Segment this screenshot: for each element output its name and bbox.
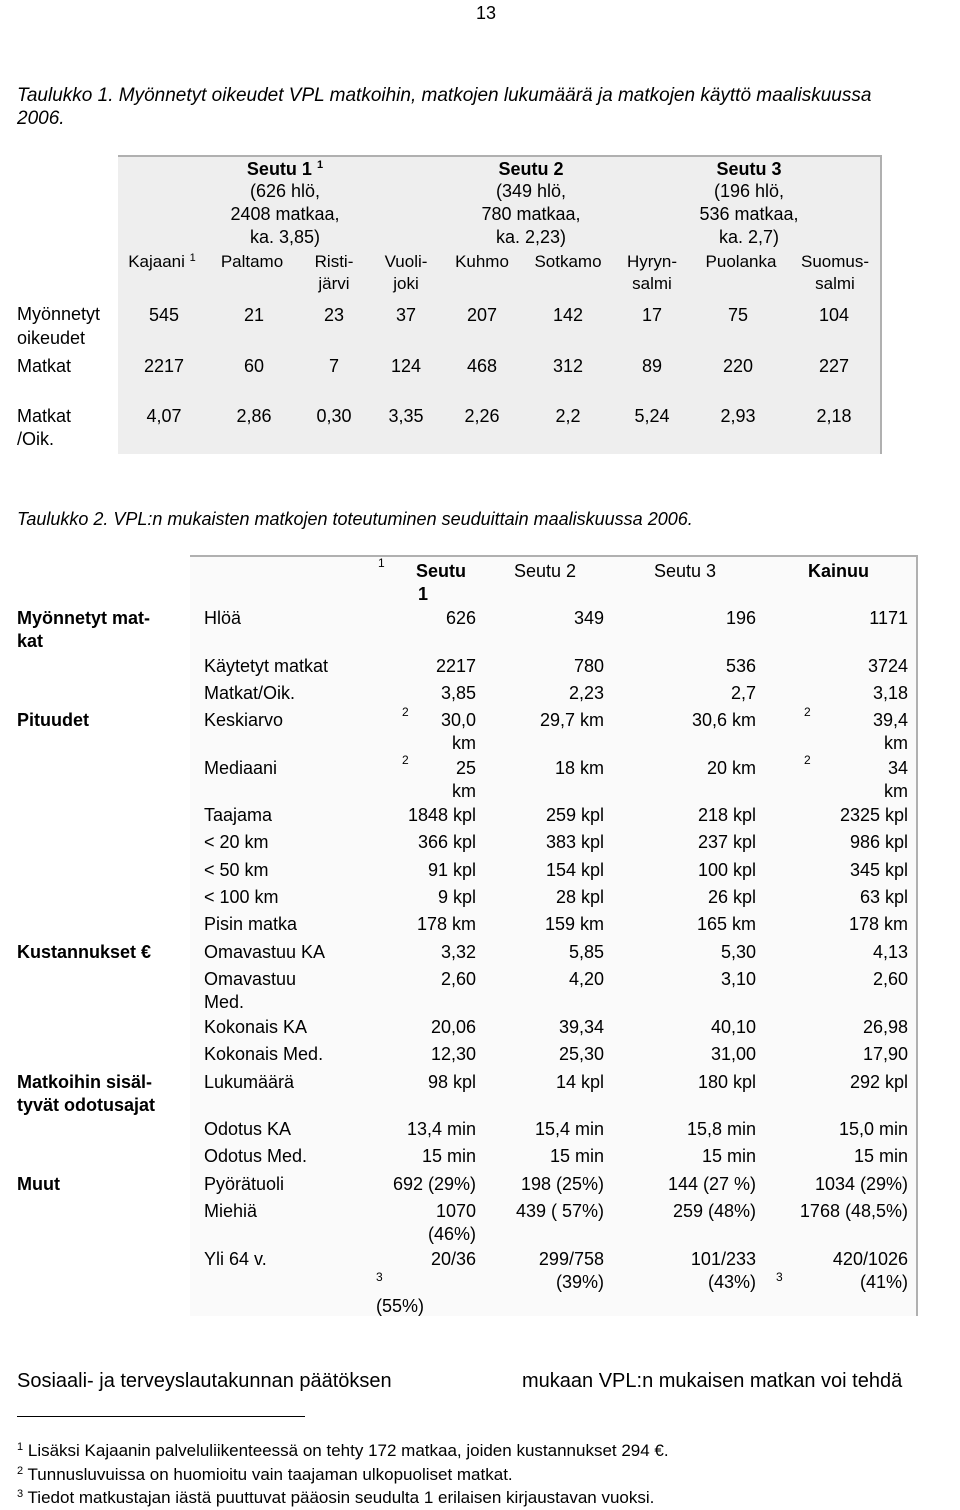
t2-kokmed-s3: 31,00 [710, 1044, 756, 1064]
t2-section-muut: Muut [17, 1174, 60, 1194]
t1-row-myonnetyt-l2: oikeudet [17, 328, 86, 348]
t1-r1-c6: 142 [552, 305, 584, 325]
body-text-left: Sosiaali- ja terveyslautakunnan päätöksen [17, 1370, 392, 1392]
t2-miehia-s3: 259 (48%) [672, 1201, 756, 1221]
t2-hloa-k: 1171 [869, 608, 908, 628]
table2-top-rule [190, 555, 918, 557]
muni-suomussalmi-l1: Suomus- [800, 252, 870, 271]
region-seutu2-l1: (349 hlö, [495, 181, 567, 201]
t2-miehia-s2: 439 ( 57%) [515, 1201, 604, 1221]
region-seutu1-l3: ka. 3,85) [249, 227, 321, 247]
footnote-1: $^1$ Lisäksi Kajaanin palveluliikenteessä on tehty 172 matkaa, joiden kustannukset 294 €. [17, 1441, 669, 1460]
t1-r2-c1: 2217 [143, 356, 185, 376]
footnote-2: $^2$ Tunnusluvuissa on huomioitu vain taajaman ulkopuoliset matkat. [17, 1465, 513, 1484]
t2-keskiarvo-ka: 39,4 [872, 710, 908, 730]
table1-caption-line1: Taulukko 1. Myönnetyt oikeudet VPL matkoihin, matkojen lukumäärä ja matkojen käyttö maaliskuussa [17, 85, 872, 106]
t2-label-taajama: Taajama [204, 805, 273, 825]
t2-pyora-s2: 198 (25%) [520, 1174, 604, 1194]
muni-puolanka: Puolanka [705, 252, 777, 271]
t2-label-omaka: Omavastuu KA [204, 942, 326, 962]
t2-head-kainuu: Kainuu [808, 561, 869, 581]
t2-hloa-s2: 349 [573, 608, 604, 628]
t2-yli64-s3b: (43%) [707, 1272, 756, 1292]
t2-omaka-s3: 5,30 [720, 942, 756, 962]
t2-head-seutu3: Seutu 3 [654, 561, 717, 581]
t2-lt20-s1: 366 kpl [417, 832, 476, 852]
t2-yli64-s1b: (55%) [376, 1296, 425, 1316]
table1-top-rule [118, 155, 882, 157]
t2-odka-s2: 15,4 min [534, 1119, 604, 1139]
t1-r3-c4: 3,35 [388, 406, 424, 426]
t2-odmed-s1: 15 min [421, 1146, 476, 1166]
t1-r1-c1: 545 [148, 305, 180, 325]
t2-ommed-s2: 4,20 [568, 969, 604, 989]
region-seutu3-l1: (196 hlö, [713, 181, 785, 201]
t2-miehia-s1a: 1070 [435, 1201, 476, 1221]
region-seutu2-title: Seutu 2 [498, 159, 564, 179]
muni-vuolijoki-l2: joki [393, 274, 419, 293]
t2-yli64-s3a: 101/233 [690, 1249, 756, 1269]
muni-kuhmo: Kuhmo [455, 252, 509, 271]
t1-r3-c2: 2,86 [236, 406, 272, 426]
t2-lt20-s3: 237 kpl [697, 832, 756, 852]
t2-odmed-k: 15 min [853, 1146, 908, 1166]
t2-hloa-s1: 626 [445, 608, 476, 628]
t2-ommed-s3: 3,10 [720, 969, 756, 989]
muni-vuolijoki-l1: Vuoli- [384, 252, 428, 271]
t2-mediaani-s1a: 25 [455, 758, 476, 778]
t2-lt50-s3: 100 kpl [697, 860, 756, 880]
t2-pisin-s2: 159 km [544, 914, 604, 934]
t2-kokka-s3: 40,10 [710, 1017, 756, 1037]
t2-yli64-s2b: (39%) [555, 1272, 604, 1292]
region-seutu3-l2: 536 matkaa, [699, 204, 799, 224]
t2-head-seutu2: Seutu 2 [514, 561, 577, 581]
t2-pisin-s1: 178 km [416, 914, 476, 934]
t2-lt100-s3: 26 kpl [707, 887, 756, 907]
t2-odka-s3: 15,8 min [686, 1119, 756, 1139]
t2-lt50-s1: 91 kpl [427, 860, 476, 880]
t2-section-myonnetyt-l2: kat [17, 631, 44, 651]
t2-taajama-s3: 218 kpl [697, 805, 756, 825]
t2-section-pituudet: Pituudet [17, 710, 89, 730]
t2-section-myonnetyt-l1: Myönnetyt mat- [17, 608, 151, 628]
table2-caption: Taulukko 2. VPL:n mukaisten matkojen toteutuminen seuduittain maaliskuussa 2006. [17, 509, 693, 529]
t1-r1-c8: 75 [727, 305, 749, 325]
t1-r1-c9: 104 [818, 305, 850, 325]
t2-kaytetyt-s3: 536 [725, 656, 756, 676]
t2-pyora-s1: 692 (29%) [392, 1174, 476, 1194]
t1-r2-c3: 7 [328, 356, 339, 376]
t1-r3-c9: 2,18 [816, 406, 852, 426]
t2-mediaani-s3: 20 km [706, 758, 756, 778]
t2-keskiarvo-sup1: 2 [402, 705, 409, 719]
t2-keskiarvo-sup2: 2 [804, 705, 811, 719]
t2-kokmed-k: 17,90 [862, 1044, 908, 1064]
t2-lt100-s2: 28 kpl [555, 887, 604, 907]
t2-kaytetyt-k: 3724 [867, 656, 908, 676]
t2-mediaani-s1b: km [452, 781, 476, 801]
t2-lukum-s1: 98 kpl [427, 1072, 476, 1092]
t2-ommed-k: 2,60 [872, 969, 908, 989]
t2-miehia-s1b: (46%) [427, 1224, 476, 1244]
muni-suomussalmi-l2: salmi [815, 274, 855, 293]
t1-row-matkat: Matkat [17, 356, 72, 376]
t1-r3-c8: 2,93 [720, 406, 756, 426]
t2-hloa-s3: 196 [725, 608, 756, 628]
t2-omaka-s2: 5,85 [568, 942, 604, 962]
t2-pyora-s3: 144 (27 %) [667, 1174, 756, 1194]
t2-label-yli64: Yli 64 v. [204, 1249, 267, 1269]
t2-odka-k: 15,0 min [838, 1119, 908, 1139]
t2-lt50-k: 345 kpl [849, 860, 908, 880]
t1-r2-c5: 468 [466, 356, 498, 376]
region-seutu2-l3: ka. 2,23) [495, 227, 567, 247]
table1-right-rule [880, 155, 882, 454]
t2-kokka-k: 26,98 [862, 1017, 908, 1037]
t2-mediaani-sup2: 2 [804, 753, 811, 767]
t2-lt100-k: 63 kpl [859, 887, 908, 907]
t2-label-pyora: Pyörätuoli [204, 1174, 285, 1194]
t1-r3-c6: 2,2 [555, 406, 581, 426]
t2-lt100-s1: 9 kpl [437, 887, 476, 907]
t2-label-keskiarvo: Keskiarvo [204, 710, 284, 730]
t2-lt50-s2: 154 kpl [545, 860, 604, 880]
t2-label-odmed: Odotus Med. [204, 1146, 308, 1166]
t2-pisin-k: 178 km [848, 914, 908, 934]
t2-yli64-sup1: 3 [376, 1270, 383, 1284]
t2-ommed-s1: 2,60 [440, 969, 476, 989]
t1-r1-c7: 17 [641, 305, 663, 325]
t2-yli64-ka: 420/1026 [832, 1249, 908, 1269]
t2-section-odotus-l1: Matkoihin sisäl- [17, 1072, 153, 1092]
t2-yli64-s2a: 299/758 [538, 1249, 604, 1269]
body-text-right: mukaan VPL:n mukaisen matkan voi tehdä [522, 1370, 903, 1392]
t1-r2-c4: 124 [390, 356, 422, 376]
page-number: 13 [476, 3, 497, 23]
t2-taajama-s1: 1848 kpl [407, 805, 476, 825]
t2-matkatoik-s3: 2,7 [730, 683, 756, 703]
t2-odka-s1: 13,4 min [406, 1119, 476, 1139]
t1-r2-c8: 220 [722, 356, 754, 376]
muni-ristijarvi-l1: Risti- [314, 252, 354, 271]
region-seutu1-l2: 2408 matkaa, [230, 204, 340, 224]
muni-ristijarvi-l2: järvi [318, 274, 350, 293]
t2-label-kaytetyt: Käytetyt matkat [204, 656, 329, 676]
t2-label-kokka: Kokonais KA [204, 1017, 308, 1037]
t2-label-hloa: Hlöä [204, 608, 242, 628]
t2-yli64-s1a: 20/36 [430, 1249, 476, 1269]
t2-label-lukum: Lukumäärä [204, 1072, 295, 1092]
t1-r2-c2: 60 [243, 356, 265, 376]
t2-label-pisin: Pisin matka [204, 914, 298, 934]
t1-r2-c9: 227 [818, 356, 850, 376]
footnote-separator [17, 1416, 305, 1417]
t2-seutu1-sup: 1 [378, 556, 385, 570]
t2-kaytetyt-s2: 780 [573, 656, 604, 676]
t1-row-matkatoik-l2: /Oik. [17, 429, 55, 449]
t1-r2-c6: 312 [552, 356, 584, 376]
t2-label-miehia: Miehiä [204, 1201, 258, 1221]
t2-omaka-s1: 3,32 [440, 942, 476, 962]
t2-label-ommed-l2: Med. [204, 992, 245, 1012]
t2-kokmed-s2: 25,30 [558, 1044, 604, 1064]
t2-label-lt50: < 50 km [204, 860, 269, 880]
t2-odmed-s2: 15 min [549, 1146, 604, 1166]
footnote-3: $^3$ Tiedot matkustajan iästä puuttuvat pääosin seudulta 1 erilaisen kirjaustavan vuoksi. [17, 1488, 655, 1507]
region-seutu1-title: Seutu 1 $^1$ [246, 159, 324, 179]
t2-taajama-s2: 259 kpl [545, 805, 604, 825]
region-seutu2-l2: 780 matkaa, [481, 204, 581, 224]
t2-taajama-k: 2325 kpl [839, 805, 908, 825]
t1-r2-c7: 89 [641, 356, 663, 376]
t1-r3-c7: 5,24 [634, 406, 670, 426]
t1-r1-c3: 23 [323, 305, 345, 325]
t1-r1-c4: 37 [395, 305, 417, 325]
t1-r3-c1: 4,07 [146, 406, 182, 426]
t2-label-lt20: < 20 km [204, 832, 269, 852]
t2-lt20-s2: 383 kpl [545, 832, 604, 852]
t2-head-seutu1-b: 1 [418, 584, 429, 604]
t2-matkatoik-s1: 3,85 [440, 683, 476, 703]
muni-sotkamo: Sotkamo [534, 252, 602, 271]
region-seutu3-l3: ka. 2,7) [718, 227, 780, 247]
t2-mediaani-sup1: 2 [402, 753, 409, 767]
t2-section-kustannukset: Kustannukset € [17, 942, 152, 962]
t1-r1-c5: 207 [466, 305, 498, 325]
t1-r1-c2: 21 [243, 305, 265, 325]
t2-keskiarvo-s1b: km [452, 733, 476, 753]
t2-kokka-s1: 20,06 [430, 1017, 476, 1037]
t2-mediaani-kb: km [884, 781, 908, 801]
t2-pyora-k: 1034 (29%) [814, 1174, 908, 1194]
t2-pisin-s3: 165 km [696, 914, 756, 934]
t2-section-odotus-l2: tyvät odotusajat [17, 1095, 156, 1115]
muni-hyrynsalmi-l2: salmi [632, 274, 672, 293]
t2-label-lt100: < 100 km [204, 887, 279, 907]
t2-head-seutu1-a: Seutu [416, 561, 467, 581]
t2-mediaani-s2: 18 km [554, 758, 604, 778]
t1-row-myonnetyt-l1: Myönnetyt [17, 304, 101, 324]
t2-matkatoik-s2: 2,23 [568, 683, 604, 703]
t2-odmed-s3: 15 min [701, 1146, 756, 1166]
region-seutu3-title: Seutu 3 [716, 159, 782, 179]
t2-yli64-kb: (41%) [859, 1272, 908, 1292]
t2-keskiarvo-kb: km [884, 733, 908, 753]
muni-paltamo: Paltamo [220, 252, 284, 271]
table1-caption-line2: 2006. [17, 108, 65, 129]
t2-kaytetyt-s1: 2217 [435, 656, 476, 676]
t2-mediaani-ka: 34 [887, 758, 908, 778]
t1-row-matkatoik-l1: Matkat [17, 406, 72, 426]
t2-kokka-s2: 39,34 [558, 1017, 604, 1037]
table2-right-rule [916, 555, 918, 1316]
t2-label-kokmed: Kokonais Med. [204, 1044, 324, 1064]
t2-label-ommed-l1: Omavastuu [204, 969, 297, 989]
t2-lukum-s2: 14 kpl [555, 1072, 604, 1092]
t2-label-odka: Odotus KA [204, 1119, 292, 1139]
t2-kokmed-s1: 12,30 [430, 1044, 476, 1064]
t2-yli64-sup2: 3 [776, 1270, 783, 1284]
t2-lt20-k: 986 kpl [849, 832, 908, 852]
t2-lukum-s3: 180 kpl [697, 1072, 756, 1092]
t2-keskiarvo-s3: 30,6 km [691, 710, 756, 730]
t2-keskiarvo-s1a: 30,0 [440, 710, 476, 730]
t1-r3-c3: 0,30 [316, 406, 352, 426]
t2-keskiarvo-s2: 29,7 km [539, 710, 604, 730]
t2-omaka-k: 4,13 [872, 942, 908, 962]
t2-label-matkatoik: Matkat/Oik. [204, 683, 296, 703]
muni-hyrynsalmi-l1: Hyryn- [626, 252, 678, 271]
t2-miehia-k: 1768 (48,5%) [799, 1201, 908, 1221]
region-seutu1-l1: (626 hlö, [249, 181, 321, 201]
t2-matkatoik-k: 3,18 [872, 683, 908, 703]
muni-kajaani: Kajaani $^1$ [128, 252, 196, 271]
t2-lukum-k: 292 kpl [849, 1072, 908, 1092]
t2-label-mediaani: Mediaani [204, 758, 278, 778]
t1-r3-c5: 2,26 [464, 406, 500, 426]
